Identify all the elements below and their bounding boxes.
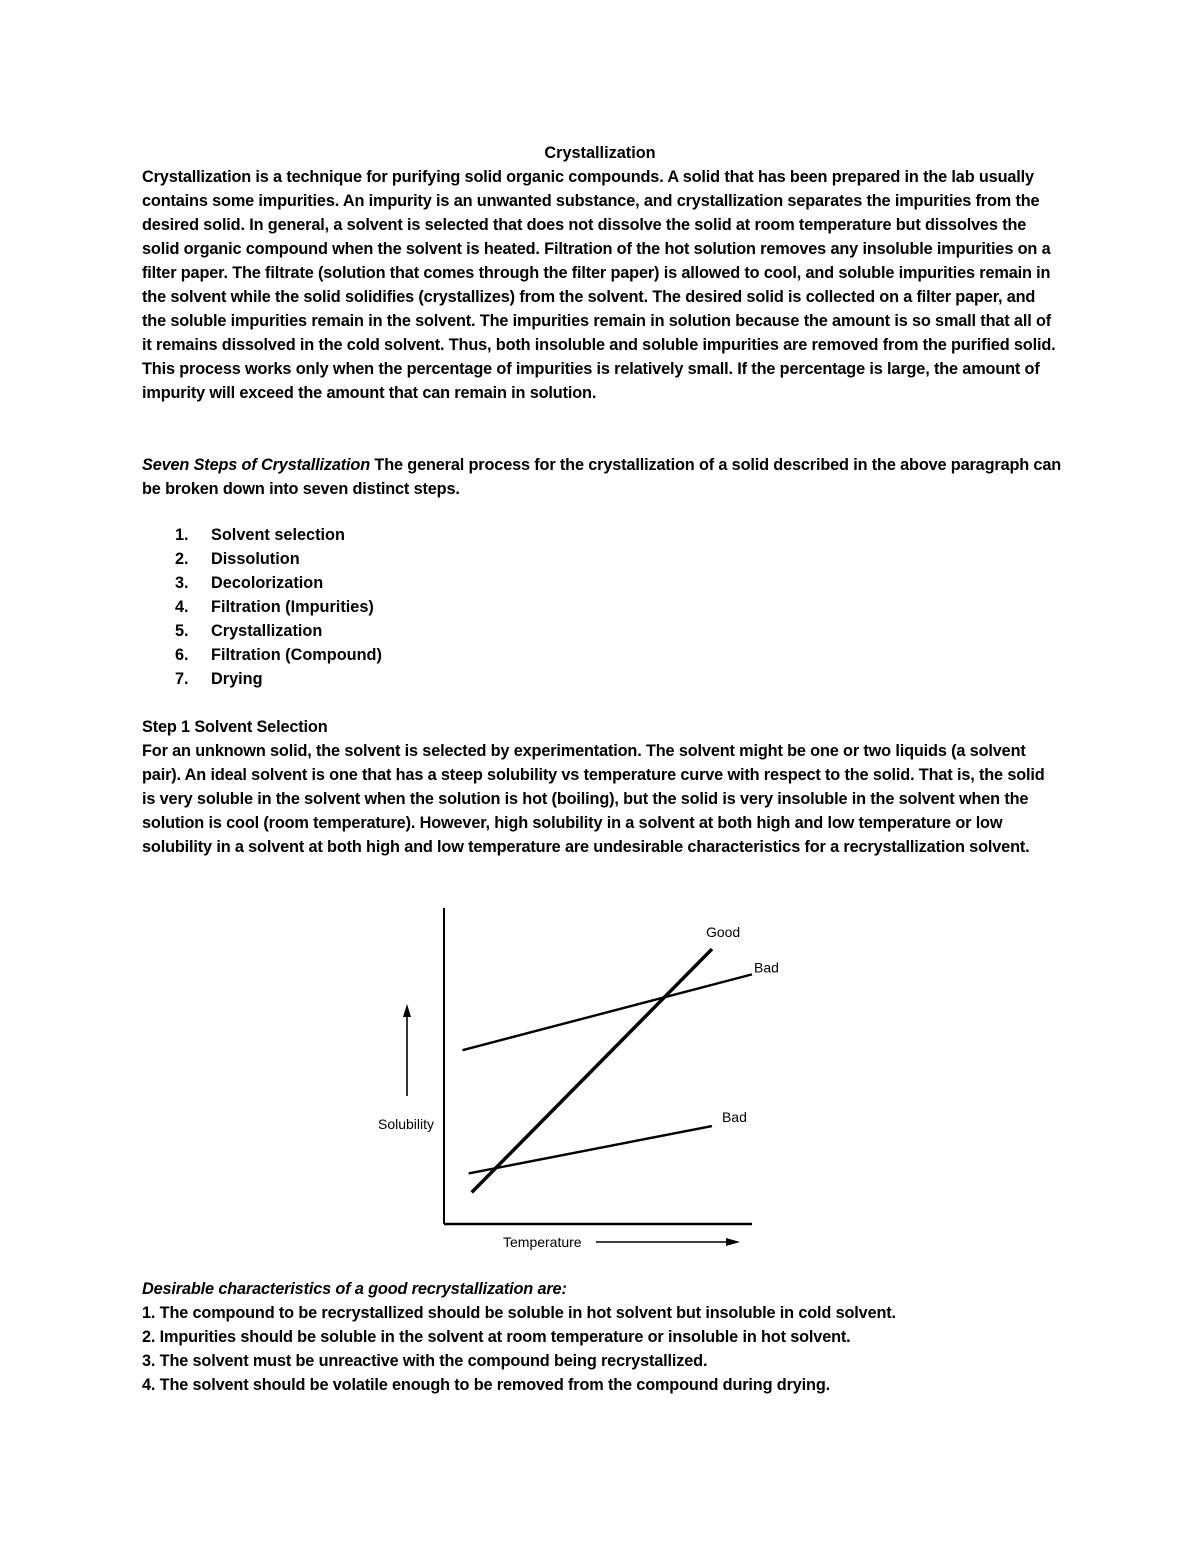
list-item (142, 667, 382, 691)
list-item (142, 571, 382, 595)
list-item (142, 643, 382, 667)
series-label-1: Good (705, 924, 741, 941)
y-axis-label: Solubility (378, 1116, 435, 1132)
step1-heading: Step 1 Solvent Selection (142, 718, 328, 736)
list-item-number: 5. (175, 622, 189, 640)
series-label-3: Bad (721, 1109, 747, 1126)
list-item-label: Dissolution (211, 550, 300, 568)
solubility-chart (360, 900, 800, 1260)
list-item-number: 2. (175, 550, 189, 568)
list-item-number: 1. (175, 526, 189, 544)
step1-paragraph: For an unknown solid, the solvent is selected by experimentation. The solvent might be one or two liquids (a solvent pair). An ideal solvent is one that has a steep solubility vs temperature curve with respect to the solid. That is, the solid is very soluble in the solvent when the solution is hot (boiling), but the solid is very insoluble in the solvent when the solution is cool (room temperature). However, high solubility in a solvent at both high and low temperature or low solubility in a solvent at both high and low temperature are undesirable characteristics for a recrystallization solvent. (142, 742, 1045, 856)
list-item-number: 3. (175, 574, 189, 592)
document-title: Crystallization (544, 144, 656, 162)
series-line-bad-3 (469, 1126, 712, 1173)
list-item-label: Filtration (Compound) (211, 646, 382, 664)
list-item (142, 547, 382, 571)
list-item: 2. Impurities should be soluble in the solvent at room temperature or insoluble in hot solvent. (142, 1328, 851, 1346)
steps-intro-text: The general process for the crystallization of a solid described in the above paragraph can be broken down into seven distinct steps. (142, 456, 1062, 498)
intro-paragraph: Crystallization is a technique for purifying solid organic compounds. A solid that has been prepared in the lab usually contains some impurities. An impurity is an unwanted substance, and crystallization separates the impurities from the desired solid. In general, a solvent is selected that does not dissolve the solid at room temperature but dissolves the solid organic compound when the solvent is heated. Filtration of the hot solution removes any insoluble impurities on a filter paper. The filtrate (solution that comes through the filter paper) is allowed to cool, and soluble impurities remain in the solvent while the solid solidifies (crystallizes) from the solvent. The desired solid is collected on a filter paper, and the soluble impurities remain in the solvent. The impurities remain in solution because the amount is so small that all of it remains dissolved in the cold solvent. Thus, both insoluble and soluble impurities are removed from the purified solid. This process works only when the percentage of impurities is relatively small. If the percentage is large, the amount of impurity will exceed the amount that can remain in solution. (142, 168, 1056, 402)
list-item (142, 523, 382, 547)
list-item-number: 4. (175, 598, 189, 616)
list-item-label: Filtration (Impurities) (211, 598, 374, 616)
list-item-number: 7. (175, 670, 189, 688)
list-item (142, 619, 382, 643)
series-layer (462, 924, 778, 1192)
list-item: 3. The solvent must be unreactive with the compound being recrystallized. (142, 1352, 708, 1370)
series-line-good-1 (472, 949, 712, 1192)
list-item-label: Decolorization (211, 574, 324, 592)
list-item (142, 595, 382, 619)
list-item: 1. The compound to be recrystallized should be soluble in hot solvent but insoluble in cold solvent. (142, 1304, 896, 1322)
series-label-2: Bad (754, 959, 779, 976)
list-item-number: 6. (175, 646, 189, 664)
x-arrow-head (726, 1238, 740, 1246)
list-item-label: Drying (211, 670, 263, 688)
list-item-label: Crystallization (211, 622, 323, 640)
list-item: 4. The solvent should be volatile enough to be removed from the compound during drying. (142, 1376, 830, 1394)
x-axis-label: Temperature (503, 1234, 582, 1250)
series-line-bad-2 (462, 974, 752, 1050)
steps-intro-paragraph (142, 453, 1062, 501)
desirable-heading: Desirable characteristics of a good recrystallization are: (142, 1280, 567, 1298)
list-item-label: Solvent selection (211, 526, 345, 544)
desirable-list (142, 1301, 1062, 1397)
steps-list (142, 523, 382, 691)
y-arrow-head (403, 1004, 411, 1017)
steps-heading: Seven Steps of Crystallization (142, 456, 371, 474)
